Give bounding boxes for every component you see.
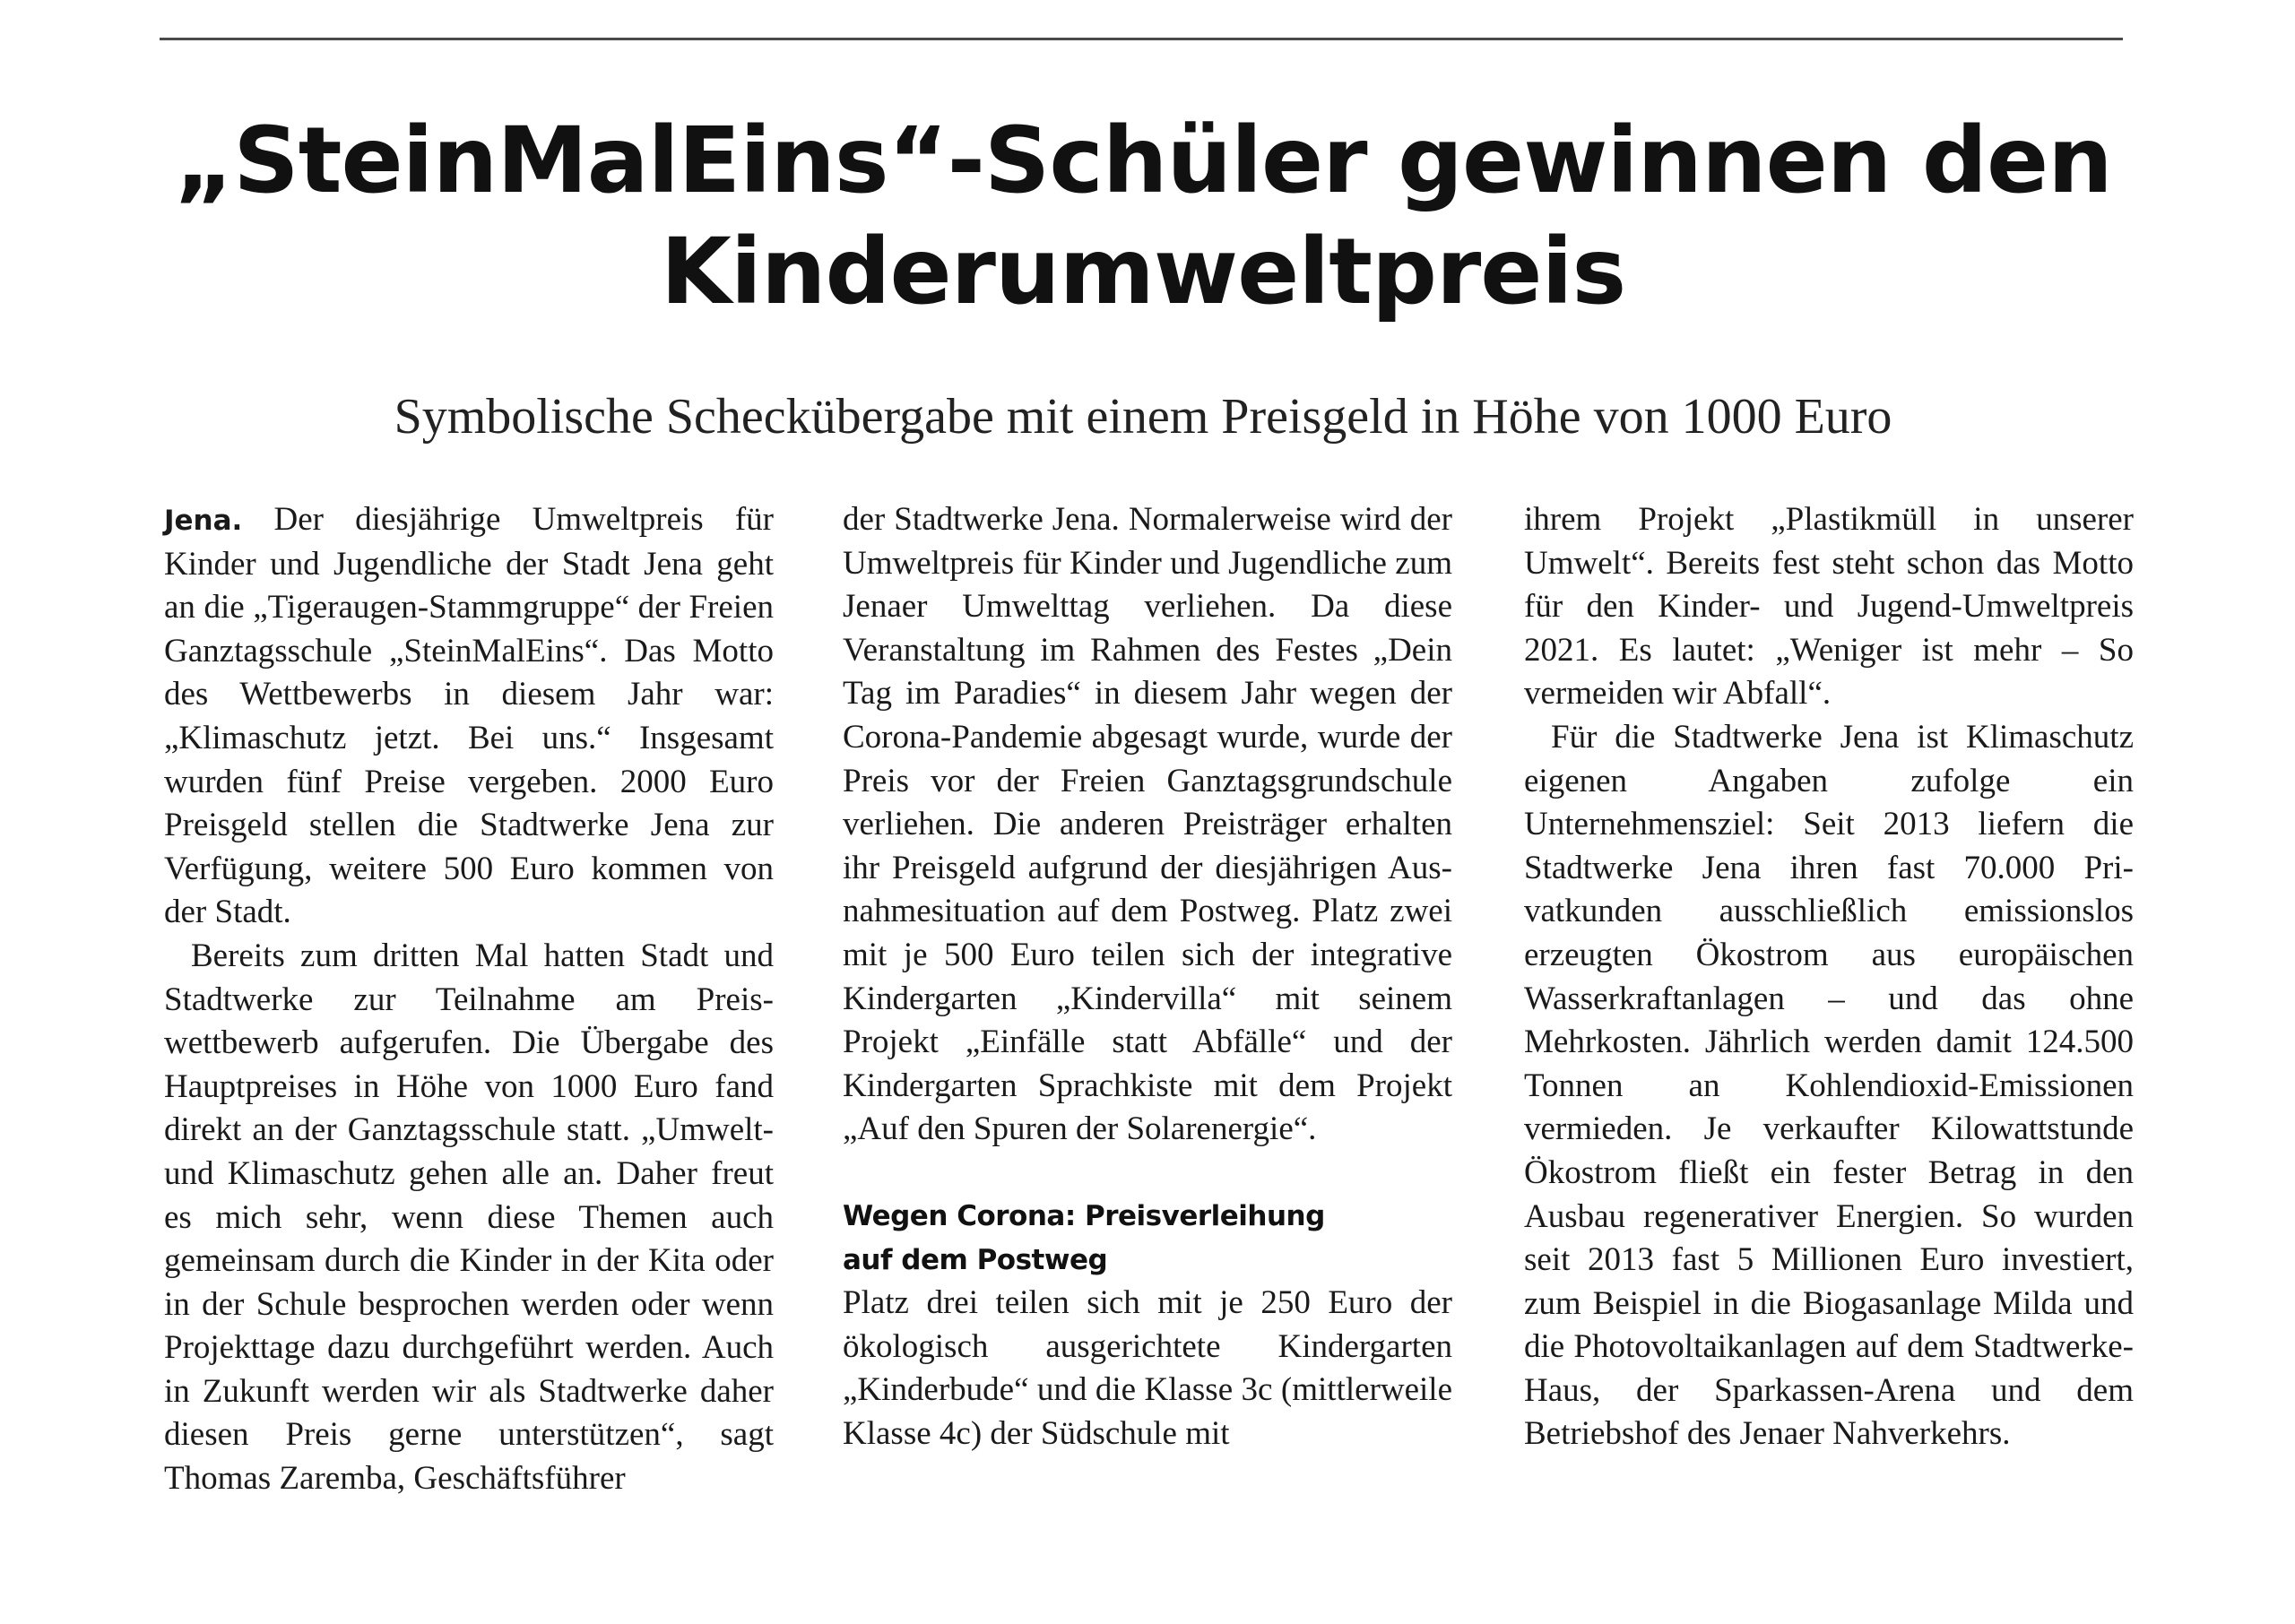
article-headline (108, 106, 2178, 328)
crosshead-line-1: Wegen Corona: Preisverleihung (843, 1199, 1325, 1232)
top-rule (160, 38, 2123, 40)
article-column-1 (164, 498, 774, 1501)
headline-line-2: Kinderumweltpreis (660, 219, 1626, 325)
article-paragraph-2: Bereits zum dritten Mal hatten Stadt und Stadtwerke zur Teilnahme am Preiswettbewerb aufgerufen. Die Übergabe des Hauptpreises in Höhe von 1000 Euro fand direkt an der Ganztagsschule statt. „Umwelt- und Klimaschutz gehen alle an. Daher freut es mich sehr, wenn diese Themen auch gemeinsam durch die Kinder in der Kita oder in der Schule besprochen werden oder wenn Projekttage dazu durchgeführt werden. Auch in Zukunft werden wir als Stadtwerke daher diesen Preis gerne unterstützen“, sagt Thomas Zaremba, Geschäftsführer (164, 937, 774, 1498)
article-paragraph-3: der Stadtwerke Jena. Normalerweise wird der Umweltpreis für Kinder und Jugendliche zum Jenaer Umwelttag verliehen. Da diese Veranstaltung im Rahmen des Festes „Dein Tag im Paradies“ in diesem Jahr wegen der Corona-Pandemie abgesagt wurde, wurde der Preis vor der Freien Ganztagsgrundschule verliehen. Die anderen Preisträger erhalten ihr Preisgeld aufgrund der diesjährigen Ausnahmesituation auf dem Postweg. Platz zwei mit je 500 Euro teilen sich der integrative Kindergarten „Kindervilla“ mit seinem Projekt „Einfälle statt Abfälle“ und der Kindergarten Sprachkiste mit dem Projekt „Auf den Spuren der Solarenergie“. (843, 501, 1452, 1148)
article-subheadline: Symbolische Scheckübergabe mit einem Preisgeld in Höhe von 1000 Euro (394, 389, 1892, 445)
dateline: Jena. (164, 505, 243, 537)
article-paragraph-6: Für die Stadtwerke Jena ist Klimaschutz eigenen Angaben zufolge ein Unternehmensziel: Seit 2013 liefern die Stadtwerke Jena ihren fast 70.000 Privatkunden ausschließlich emissionslos erzeugten Ökostrom aus europäischen Wasserkraftanlagen – und das ohne Mehrkosten. Jährlich werden damit 124.500 Tonnen an Kohlendioxid-Emissionen vermieden. Je verkaufter Kilowattstunde Ökostrom fließt ein fester Betrag in den Ausbau regenerativer Energien. So wurden seit 2013 fast 5 Millionen Euro investiert, zum Beispiel in die Biogasanlage Milda und die Photovoltaikanlagen auf dem Stadtwerke-Haus, der Sparkassen-Arena und dem Betriebshof des Jenaer Nahverkehrs. (1524, 718, 2134, 1453)
article-column-2 (843, 498, 1452, 1456)
crosshead-line-2: auf dem Postweg (843, 1243, 1108, 1276)
article-paragraph-1 (164, 498, 774, 935)
crosshead (843, 1195, 1452, 1282)
article-paragraph-4: Platz drei teilen sich mit je 250 Euro der ökologisch ausgerichtete Kindergarten „Kinderbude“ und die Klasse 3c (mittlerweile Klasse 4c) der Südschule mit (843, 1284, 1452, 1452)
headline-line-1: „SteinMalEins“-Schüler gewinnen den (174, 108, 2112, 214)
paragraph-1-text: Der diesjährige Umweltpreis für Kinder und Jugendliche der Stadt Jena geht an die „Tigeraugen-Stammgruppe“ der Freien Ganztagsschule „SteinMalEins“. Das Motto des Wettbewerbs in diesem Jahr war: „Klimaschutz jetzt. Bei uns.“ Insgesamt wurden fünf Preise vergeben. 2000 Euro Preisgeld stellen die Stadtwerke Jena zur Verfügung, weitere 500 Euro kommen von der Stadt. (164, 501, 774, 931)
article-paragraph-5: ihrem Projekt „Plastikmüll in unserer Umwelt“. Bereits fest steht schon das Motto für den Kinder- und Jugend-Umweltpreis 2021. Es lautet: „Weniger ist mehr – So vermeiden wir Abfall“. (1524, 501, 2134, 713)
article-column-3 (1524, 498, 2134, 1456)
